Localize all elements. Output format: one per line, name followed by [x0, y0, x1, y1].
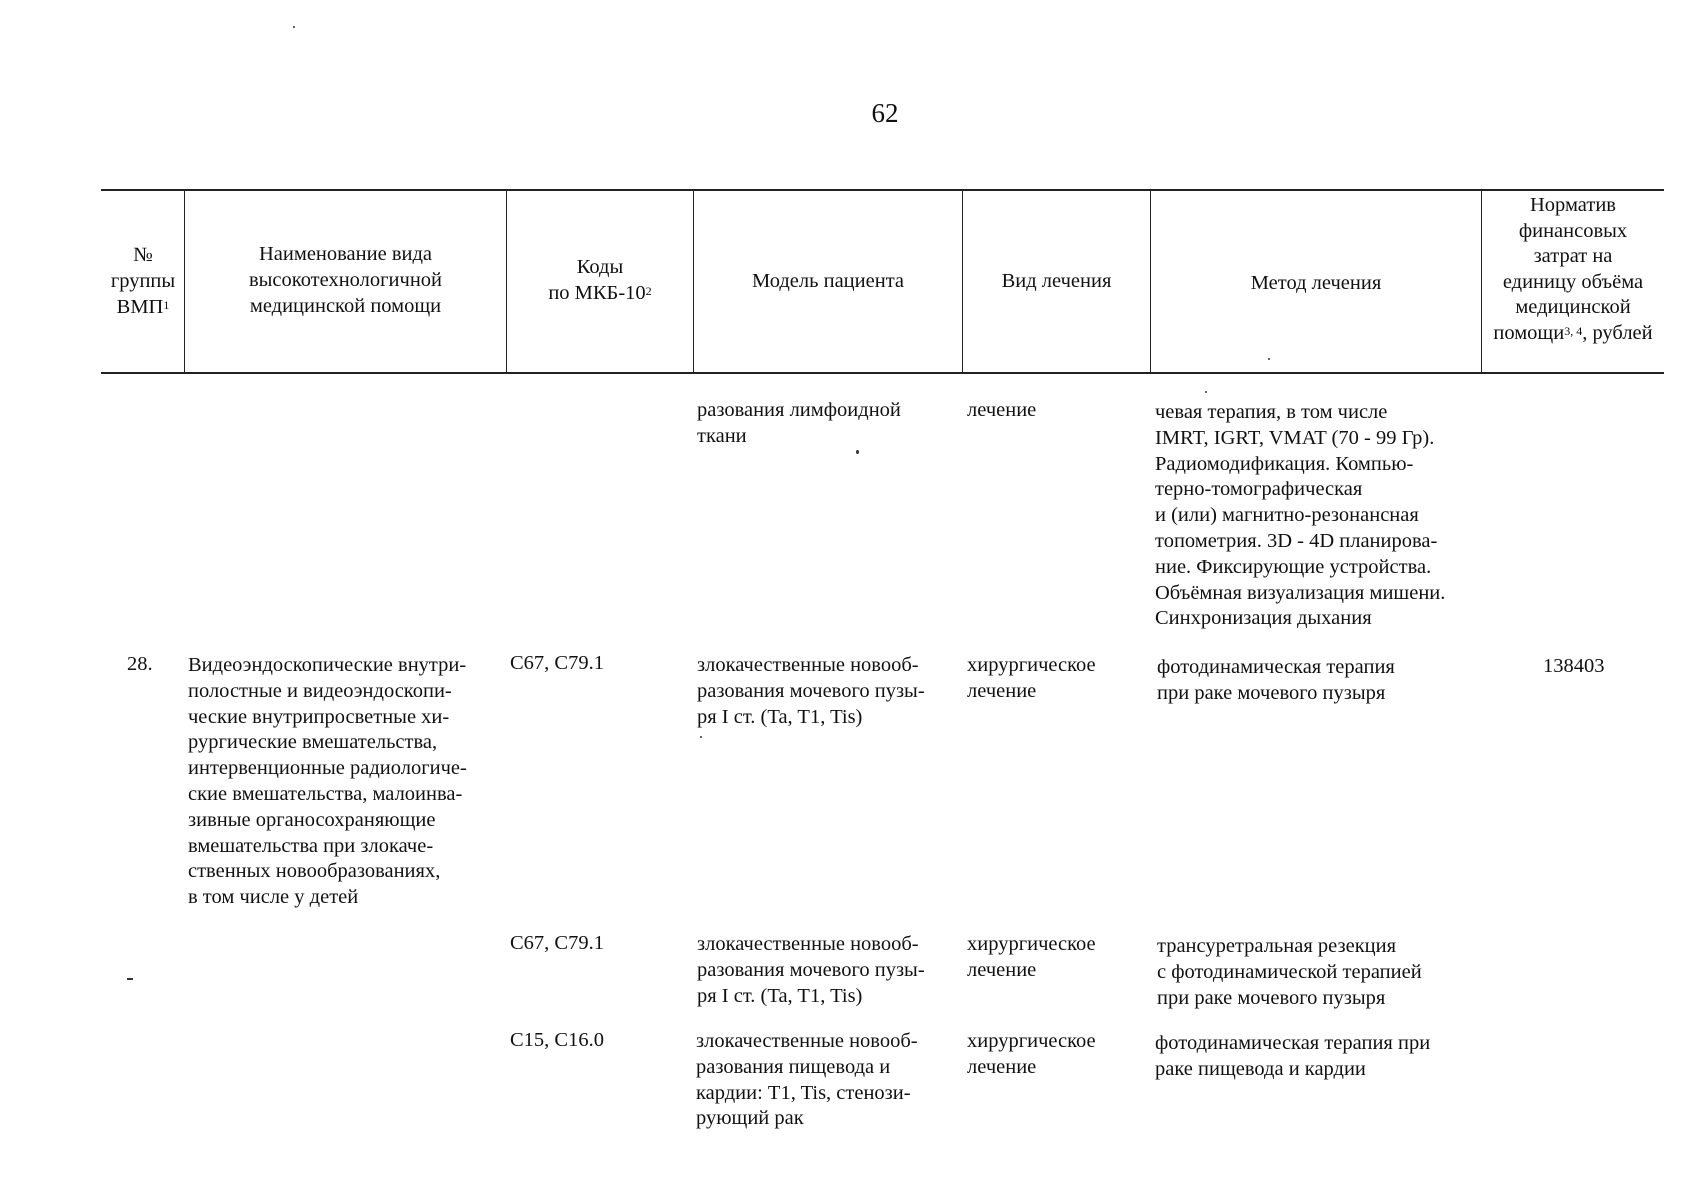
patient-model: разования лимфоидной ткани: [697, 399, 901, 447]
treatment-type: хирургическое лечение: [967, 654, 1096, 702]
header-line: Метод лечения: [1250, 272, 1382, 294]
header-group-number: [101, 242, 185, 320]
header-care-name: [185, 241, 506, 319]
header-line: финансовых: [1518, 219, 1628, 242]
header-line: помощи$^{3, 4}$, рублей: [1493, 321, 1653, 344]
header-line: медицинской помощи: [249, 295, 442, 317]
header-line: медицинской: [1515, 296, 1631, 318]
header-treatment-method: [1151, 270, 1481, 296]
header-line: Модель пациента: [752, 270, 904, 292]
scan-speck: [1268, 358, 1270, 360]
header-line: затрат на: [1533, 245, 1613, 267]
patient-model: злокачественные новооб- разования мочевого пузы- ря I ст. (Ta, T1, Tis): [697, 654, 925, 728]
cost-norm: 138403: [1543, 655, 1605, 677]
footnote-mark: 1: [163, 298, 170, 312]
header-line: Коды: [576, 256, 624, 278]
treatment-type: лечение: [967, 399, 1037, 421]
header-line: единицу объёма: [1502, 270, 1644, 293]
treatment-type: хирургическое лечение: [967, 1030, 1096, 1078]
header-bottom-rule: [101, 372, 1664, 374]
footnote-mark: 3, 4: [1564, 323, 1583, 338]
header-line: ВМП$^1$: [116, 296, 170, 318]
patient-model: злокачественные новооб- разования мочевого пузы- ря I ст. (Ta, T1, Tis): [697, 933, 925, 1007]
footnote-mark: 2: [645, 284, 652, 298]
header-line: по МКБ-$10^2$: [548, 282, 652, 304]
treatment-method: чевая терапия, в том числе IMRT, IGRT, VMAT (70 - 99 Гр). Радиомодификация. Компью- терно-томографическая и (или) магнитно-резонансная топометрия. 3D - 4D планирова- ние. Фиксирующие устройства. Объёмная визуализация мишени. Синхронизация дыхания: [1155, 401, 1446, 630]
header-treatment-type: [963, 268, 1150, 294]
header-line: Норматив: [1529, 194, 1616, 216]
care-name: Видеоэндоскопические внутри- полостные и видеоэндоскопи- ческие внутрипросветные хи- рургические вмешательства, интервенционные радиологиче- ские вмешательства, малоинва- зивные органосохраняющие вмешательства при злокаче- ственных новообразованиях, в том числе у детей: [188, 654, 467, 909]
header-line: Наименование вида: [258, 243, 433, 265]
patient-model: злокачественные новооб- разования пищевода и кардии: T1, Tis, стенози- рующий рак: [696, 1030, 918, 1130]
treatment-method: трансуретральная резекция с фотодинамической терапией при раке мочевого пузыря: [1157, 935, 1422, 1009]
icd-codes: C67, C79.1: [510, 932, 604, 954]
scan-speck: [293, 26, 295, 28]
scan-speck: [127, 978, 133, 980]
page-number: 62: [871, 98, 899, 128]
treatment-type: хирургическое лечение: [967, 933, 1096, 981]
header-cost-norm: [1482, 193, 1664, 346]
treatment-method: фотодинамическая терапия при раке мочевого пузыря: [1157, 656, 1395, 704]
header-line: высокотехнологичной: [248, 269, 443, 291]
scan-speck: [1205, 391, 1207, 393]
scan-speck: [856, 450, 859, 454]
icd-codes: C15, C16.0: [510, 1029, 604, 1051]
treatment-method: фотодинамическая терапия при раке пищевода и кардии: [1155, 1032, 1431, 1080]
header-line: группы: [110, 270, 176, 292]
header-patient-model: [694, 268, 962, 294]
group-number: 28.: [127, 653, 153, 675]
icd-codes: C67, C79.1: [510, 652, 604, 674]
scan-speck: [700, 736, 702, 738]
header-line: №: [133, 244, 153, 266]
header-top-rule: [101, 189, 1664, 191]
header-icd-codes: [507, 254, 693, 306]
header-line: Вид лечения: [1001, 270, 1112, 292]
